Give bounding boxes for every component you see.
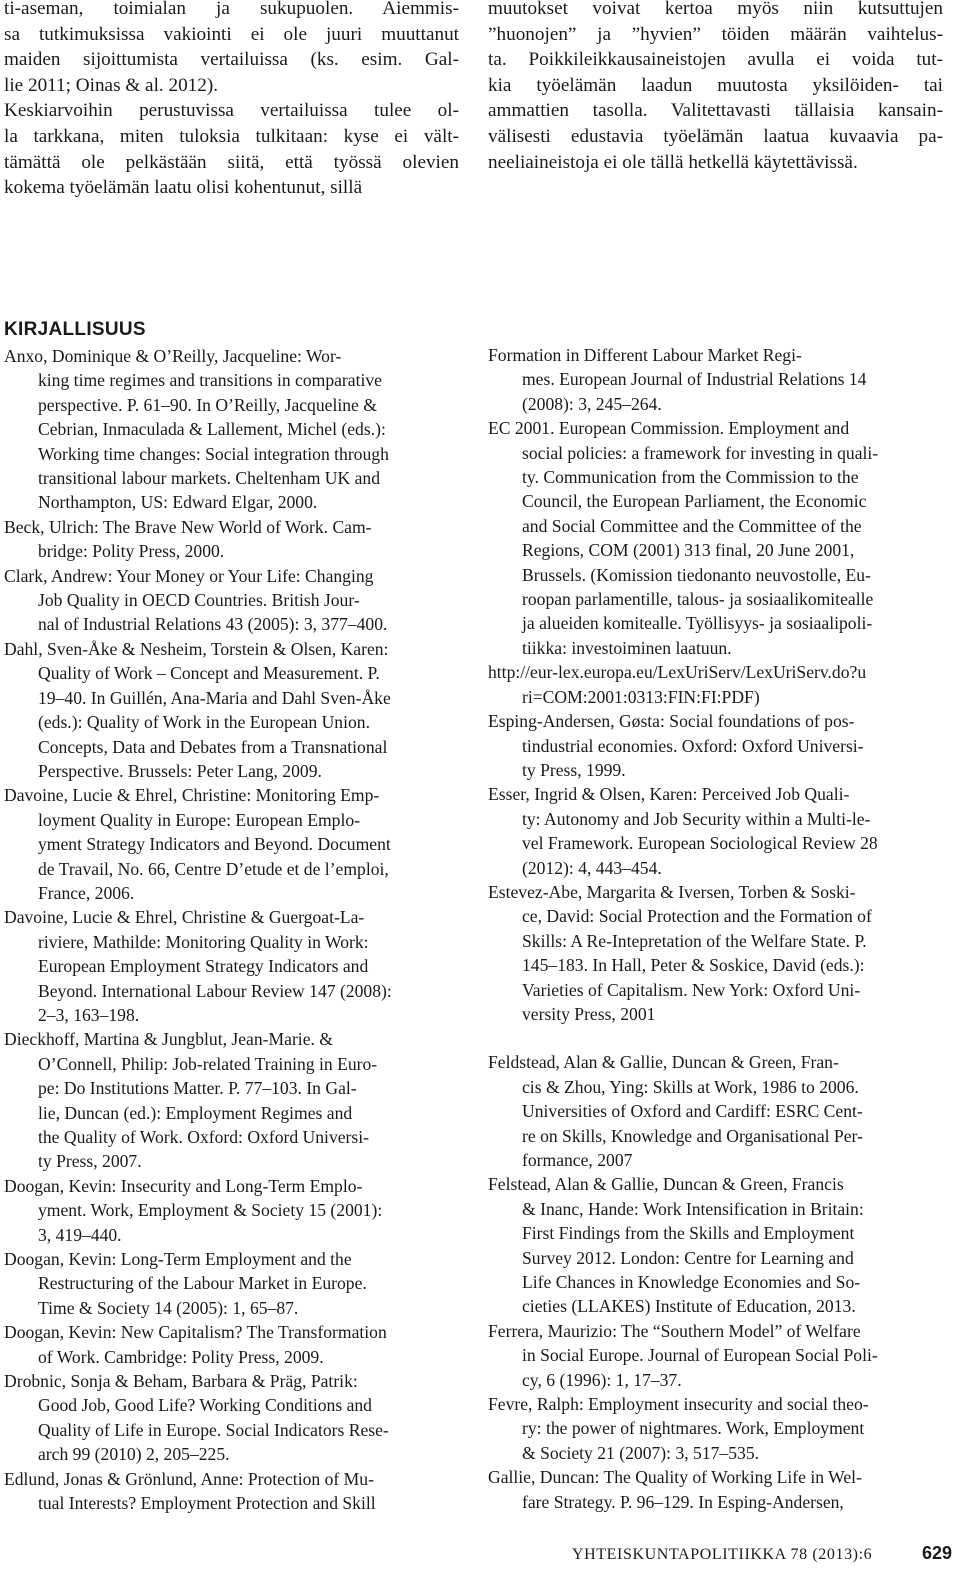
reference-entry — [488, 709, 943, 782]
reference-entry — [4, 1369, 459, 1467]
reference-line: Estevez-Abe, Margarita & Iversen, Torben & Soski- — [488, 881, 856, 902]
reference-entry — [4, 564, 459, 637]
reference-line: ty Press, 1999. — [522, 759, 626, 780]
reference-line: loyment Quality in Europe: European Emplo- — [38, 809, 360, 830]
reference-line: http://eur-lex.europa.eu/LexUriServ/LexUriServ.do?u — [488, 662, 867, 683]
body-line: Keskiarvoihin perustuvissa vertailuissa tulee ol- — [4, 100, 459, 122]
reference-line: ce, David: Social Protection and the Formation of — [522, 906, 872, 927]
reference-line: Davoine, Lucie & Ehrel, Christine: Monitoring Emp- — [4, 785, 380, 806]
reference-line: ty Press, 2007. — [38, 1151, 142, 1172]
reference-line: perspective. P. 61–90. In O’Reilly, Jacqueline & — [38, 394, 377, 415]
reference-line: yment Strategy Indicators and Beyond. Document — [38, 834, 391, 855]
reference-line: O’Connell, Philip: Job-related Training in Euro- — [38, 1053, 378, 1074]
reference-line: Feldstead, Alan & Gallie, Duncan & Green, Fran- — [488, 1052, 839, 1073]
reference-entry — [4, 1174, 459, 1247]
reference-line: ja alueiden komitealle. Työllisyys- ja sosiaalipoli- — [522, 613, 873, 634]
body-line: ”huonojen” ja ”hyvien” töiden määrän vaihtelus- — [488, 23, 943, 45]
body-line: la tarkkana, miten tuloksia tulkitaan: kyse ei vält- — [4, 125, 459, 147]
reference-gap — [488, 1026, 943, 1050]
reference-line: nal of Industrial Relations 43 (2005): 3, 377–400. — [38, 614, 388, 635]
reference-line: social policies: a framework for investing in quali- — [522, 442, 879, 463]
reference-line: Beck, Ulrich: The Brave New World of Work. Cam- — [4, 516, 372, 537]
reference-line: Cebrian, Inmaculada & Lallement, Michel (eds.): — [38, 419, 386, 440]
body-line: muutokset voivat kertoa myös niin kutsuttujen — [488, 0, 943, 19]
reference-entry — [4, 637, 459, 783]
reference-line: lie, Duncan (ed.): Employment Regimes and — [38, 1102, 353, 1123]
reference-entry — [4, 1027, 459, 1173]
reference-line: European Employment Strategy Indicators and — [38, 956, 369, 977]
reference-line: Working time changes: Social integration through — [38, 443, 389, 464]
body-line: välisesti edustavia työelämän laatua kuvaavia pa- — [488, 125, 943, 147]
reference-line: Esping-Andersen, Gøsta: Social foundations of pos- — [488, 711, 855, 732]
reference-line: Clark, Andrew: Your Money or Your Life: Changing — [4, 565, 374, 586]
reference-line: Concepts, Data and Debates from a Transnational — [38, 736, 388, 757]
body-line: maiden sijoittumista vertailuissa (ks. esim. Gal- — [4, 49, 459, 71]
reference-line: Doogan, Kevin: New Capitalism? The Transformation — [4, 1322, 387, 1343]
reference-line: (2012): 4, 443–454. — [522, 857, 662, 878]
reference-entry — [488, 416, 943, 660]
reference-line: ty: Autonomy and Job Security within a Multi-le- — [522, 808, 871, 829]
reference-entry — [488, 343, 943, 416]
reference-line: ry: the power of nightmares. Work, Employment — [522, 1418, 865, 1439]
references-heading: KIRJALLISUUS — [4, 319, 146, 340]
reference-entry — [4, 515, 459, 564]
reference-line: tual Interests? Employment Protection and Skill — [38, 1493, 376, 1514]
reference-line: yment. Work, Employment & Society 15 (2001): — [38, 1200, 383, 1221]
reference-line: fare Strategy. P. 96–129. In Esping-Andersen, — [522, 1491, 844, 1512]
reference-entry — [4, 783, 459, 905]
reference-line: versity Press, 2001 — [522, 1003, 656, 1024]
reference-line: First Findings from the Skills and Employment — [522, 1223, 855, 1244]
reference-line: (eds.): Quality of Work in the European Union. — [38, 712, 370, 733]
reference-entry — [488, 1392, 943, 1465]
body-line: ti-aseman, toimialan ja sukupuolen. Aiemmis- — [4, 0, 459, 19]
body-text-right-column — [488, 0, 943, 175]
reference-line: EC 2001. European Commission. Employment and — [488, 418, 850, 439]
reference-line: Quality of Work – Concept and Measurement. P. — [38, 663, 380, 684]
reference-line: transitional labour markets. Cheltenham UK and — [38, 468, 381, 489]
reference-line: Anxo, Dominique & O’Reilly, Jacqueline: Wor- — [4, 346, 342, 366]
reference-line: tindustrial economies. Oxford: Oxford Universi- — [522, 735, 864, 756]
reference-line: the Quality of Work. Oxford: Oxford Universi- — [38, 1127, 370, 1147]
reference-line: of Work. Cambridge: Polity Press, 2009. — [38, 1346, 324, 1367]
reference-line: Ferrera, Maurizio: The “Southern Model” of Welfare — [488, 1320, 861, 1341]
reference-line: Life Chances in Knowledge Economies and So- — [522, 1272, 861, 1293]
references-left-column — [4, 344, 459, 1516]
reference-line: Davoine, Lucie & Ehrel, Christine & Guergoat-La- — [4, 907, 365, 928]
reference-line: in Social Europe. Journal of European Social Poli- — [522, 1345, 878, 1366]
reference-line: tiikka: investoiminen laatuun. — [522, 637, 732, 658]
reference-entry — [488, 782, 943, 880]
reference-line: ty. Communication from the Commission to the — [522, 467, 859, 488]
reference-line: Gallie, Duncan: The Quality of Working Life in Wel- — [488, 1467, 862, 1488]
reference-line: vel Framework. European Sociological Review 28 — [522, 833, 878, 854]
reference-line: Survey 2012. London: Centre for Learning and — [522, 1247, 854, 1268]
reference-line: re on Skills, Knowledge and Organisational Per- — [522, 1125, 863, 1146]
reference-line: cieties (LLAKES) Institute of Education, 2013. — [522, 1296, 856, 1317]
reference-line: Doogan, Kevin: Long-Term Employment and the — [4, 1249, 352, 1270]
reference-line: mes. European Journal of Industrial Relations 14 — [522, 369, 867, 390]
reference-line: Northampton, US: Edward Elgar, 2000. — [38, 492, 318, 513]
reference-line: Brussels. (Komission tiedonanto neuvostolle, Eu- — [522, 564, 871, 585]
reference-line: Dieckhoff, Martina & Jungblut, Jean-Marie. & — [4, 1029, 333, 1050]
reference-entry — [4, 1247, 459, 1320]
reference-line: Council, the European Parliament, the Economic — [522, 491, 867, 512]
reference-line: (2008): 3, 245–264. — [522, 393, 662, 414]
reference-line: de Travail, No. 66, Centre D’etude et de l’emploi, — [38, 858, 389, 879]
body-line: neeliaineistoja ei ole tällä hetkellä käytettävissä. — [488, 151, 858, 173]
body-line: tämättä ole pelkästään siitä, että työssä olevien — [4, 151, 459, 173]
body-line: kokema työelämän laatu olisi kohentunut, sillä — [4, 177, 363, 199]
reference-line: Universities of Oxford and Cardiff: ESRC Cent- — [522, 1101, 863, 1122]
body-paragraph-left — [4, 0, 459, 201]
reference-entry — [488, 1465, 943, 1514]
reference-line: 19–40. In Guillén, Ana-Maria and Dahl Sven-Åke — [38, 687, 391, 708]
reference-line: & Inanc, Hande: Work Intensification in Britain: — [522, 1198, 864, 1219]
reference-line: & Society 21 (2007): 3, 517–535. — [522, 1442, 760, 1463]
reference-entry — [4, 905, 459, 1027]
reference-line: Edlund, Jonas & Grönlund, Anne: Protection of Mu- — [4, 1468, 374, 1489]
body-line: lie 2011; Oinas & al. 2012). — [4, 74, 219, 96]
reference-line: France, 2006. — [38, 882, 135, 903]
reference-line: cis & Zhou, Ying: Skills at Work, 1986 to 2006. — [522, 1076, 859, 1097]
reference-line: Felstead, Alan & Gallie, Duncan & Green, Francis — [488, 1174, 844, 1195]
reference-entry — [4, 1467, 459, 1516]
reference-line: Doogan, Kevin: Insecurity and Long-Term Emplo- — [4, 1175, 363, 1196]
reference-line: king time regimes and transitions in comparative — [38, 370, 382, 391]
body-text-left-column — [4, 0, 459, 201]
body-line: kia työelämän laadun muutosta yksilöiden- tai — [488, 74, 943, 96]
reference-entry — [4, 1320, 459, 1369]
reference-entry — [488, 1050, 943, 1172]
reference-line: Esser, Ingrid & Olsen, Karen: Perceived Job Quali- — [488, 784, 850, 805]
reference-line: Perspective. Brussels: Peter Lang, 2009. — [38, 760, 322, 781]
reference-line: Time & Society 14 (2005): 1, 65–87. — [38, 1297, 299, 1318]
reference-line: Drobnic, Sonja & Beham, Barbara & Präg, Patrik: — [4, 1371, 358, 1392]
references-right-column — [488, 343, 943, 1514]
reference-line: arch 99 (2010) 2, 205–225. — [38, 1444, 230, 1465]
reference-line: Varieties of Capitalism. New York: Oxford Uni- — [522, 979, 861, 1000]
reference-line: Skills: A Re-Intepretation of the Welfare State. P. — [522, 930, 867, 951]
reference-entry — [488, 880, 943, 1026]
reference-line: Fevre, Ralph: Employment insecurity and social theo- — [488, 1394, 869, 1415]
reference-entry — [488, 1319, 943, 1392]
reference-line: 145–183. In Hall, Peter & Soskice, David (eds.): — [522, 955, 865, 976]
body-line: ammattien tasolla. Valitettavasti tällaisia kansain- — [488, 100, 943, 122]
reference-line: Regions, COM (2001) 313 final, 20 June 2001, — [522, 540, 855, 561]
reference-line: Beyond. International Labour Review 147 (2008): — [38, 980, 392, 1001]
reference-line: Job Quality in OECD Countries. British Jour- — [38, 590, 360, 611]
reference-line: Formation in Different Labour Market Regi- — [488, 345, 802, 365]
reference-line: 3, 419–440. — [38, 1224, 122, 1245]
reference-entry — [488, 1172, 943, 1318]
body-line: ta. Poikkileikkausaineistojen avulla ei voida tut- — [488, 49, 943, 71]
reference-line: Quality of Life in Europe. Social Indicators Rese- — [38, 1419, 389, 1440]
reference-entry — [4, 344, 459, 515]
page-number: 629 — [922, 1543, 953, 1563]
reference-line: roopan parlamentille, talous- ja sosiaalikomitealle — [522, 589, 874, 610]
reference-line: formance, 2007 — [522, 1150, 633, 1170]
journal-footer: YHTEISKUNTAPOLITIIKKA 78 (2013):6 — [572, 1546, 873, 1563]
reference-line: ri=COM:2001:0313:FIN:FI:PDF) — [522, 686, 760, 707]
body-paragraph-right — [488, 0, 943, 175]
reference-line: Dahl, Sven-Åke & Nesheim, Torstein & Olsen, Karen: — [4, 638, 389, 659]
reference-line: Good Job, Good Life? Working Conditions and — [38, 1395, 372, 1416]
reference-line: pe: Do Institutions Matter. P. 77–103. In Gal- — [38, 1078, 357, 1099]
reference-line: cy, 6 (1996): 1, 17–37. — [522, 1369, 682, 1390]
reference-line: bridge: Polity Press, 2000. — [38, 541, 225, 562]
reference-entry — [488, 660, 943, 709]
body-line: sa tutkimuksissa vakiointi ei ole juuri muuttanut — [4, 23, 459, 45]
reference-line: riviere, Mathilde: Monitoring Quality in Work: — [38, 931, 369, 952]
reference-line: Restructuring of the Labour Market in Europe. — [38, 1273, 367, 1294]
reference-line: 2–3, 163–198. — [38, 1004, 140, 1025]
reference-line: and Social Committee and the Committee of the — [522, 515, 862, 536]
